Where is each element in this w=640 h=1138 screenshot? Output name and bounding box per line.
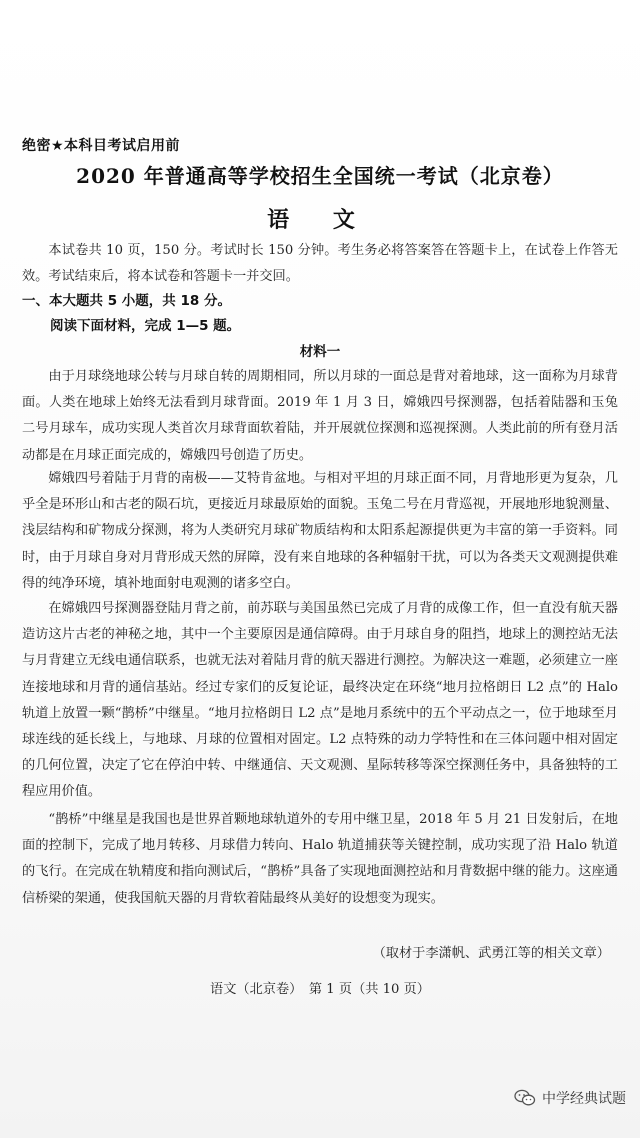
wechat-icon — [514, 1089, 536, 1107]
watermark-text: 中学经典试题 — [542, 1091, 626, 1107]
reading-directive: 阅读下面材料，完成 1—5 题。 — [50, 318, 241, 334]
paragraph: 嫦娥四号着陆于月背的南极——艾特肯盆地。与相对平坦的月球正面不同，月背地形更为复杂，几乎全是环形山和古老的陨石坑，更接近月球最原始的面貌。玉兔二号在月背巡视，开展地形地貌测量、浅层结构和矿物成分探测，将为人类研究月球矿物质结构和太阳系起源提供更为丰富的第一手资料。同时，由于月球自身对月背形成天然的屏障，没有来自地球的各种辐射干扰，可以为各类天文观测提供难得的纯净环境，填补地面射电观测的诸多空白。 — [22, 471, 618, 591]
page-footer: 语文（北京卷） 第 1 页（共 10 页） — [210, 982, 430, 997]
paragraph: 在嫦娥四号探测器登陆月背之前，前苏联与美国虽然已完成了月背的成像工作，但一直没有航天器造访这片古老的神秘之地，其中一个主要原因是通信障碍。由于月球自身的阻挡，地球上的测控站无法与月背建立无线电通信联系，也就无法对着陆月背的航天器进行测控。为解决这一难题，必须建立一座连接地球和月背的通信基站。经过专家们的反复论证，最终决定在环绕“地月拉格朗日 L2 点”的 Halo 轨道上放置一颗“鹊桥”中继星。“地月拉格朗日 L2 点”是地月系统中的五个平动点之一，位于地球至月球连线的延长线上，与地球、月球的位置相对固定。L2 点特殊的动力学特性和在三体问题中相对固定的几何位置，决定了它在停泊中转、中继通信、天文观测、星际转移等深空探测任务中，具备独特的工程应用价值。 — [22, 601, 618, 800]
source-citation: （取材于李潇帆、武勇江等的相关文章） — [372, 946, 610, 961]
exam-instructions: 本试卷共 10 页，150 分。考试时长 150 分钟。考生务必将答案答在答题卡上，在试卷上作答无效。考试结束后，将本试卷和答题卡一并交回。 — [22, 243, 618, 285]
subject-title: 语 文 — [267, 208, 373, 233]
exam-title: 2020 年普通高等学校招生全国统一考试（北京卷） — [76, 164, 564, 188]
section-heading: 一、本大题共 5 小题，共 18 分。 — [22, 293, 231, 309]
paragraph: 由于月球绕地球公转与月球自转的周期相同，所以月球的一面总是背对着地球，这一面称为月球背面。人类在地球上始终无法看到月球背面。2019 年 1 月 3 日，嫦娥四号探测器，包括着陆器和玉兔二号月球车，成功实现人类首次月球背面软着陆，并开展就位探测和巡视探测。人类此前的所有登月活动都是在月球正面完成的，嫦娥四号创造了历史。 — [22, 369, 618, 463]
watermark — [514, 1088, 626, 1108]
material-title: 材料一 — [299, 344, 341, 360]
paragraph: “鹊桥”中继星是我国也是世界首颗地球轨道外的专用中继卫星，2018 年 5 月 21 日发射后，在地面的控制下，完成了地月转移、月球借力转向、Halo 轨道捕获等关键控制，成功实现了沿 Halo 轨道的飞行。在完成在轨精度和指向测试后，“鹊桥”具备了实现地面测控站和月背数据中继的能力。这座通信桥梁的架通，使我国航天器的月背软着陆最终从美好的设想变为现实。 — [22, 812, 618, 906]
secret-label: 绝密★本科目考试启用前 — [22, 138, 181, 154]
